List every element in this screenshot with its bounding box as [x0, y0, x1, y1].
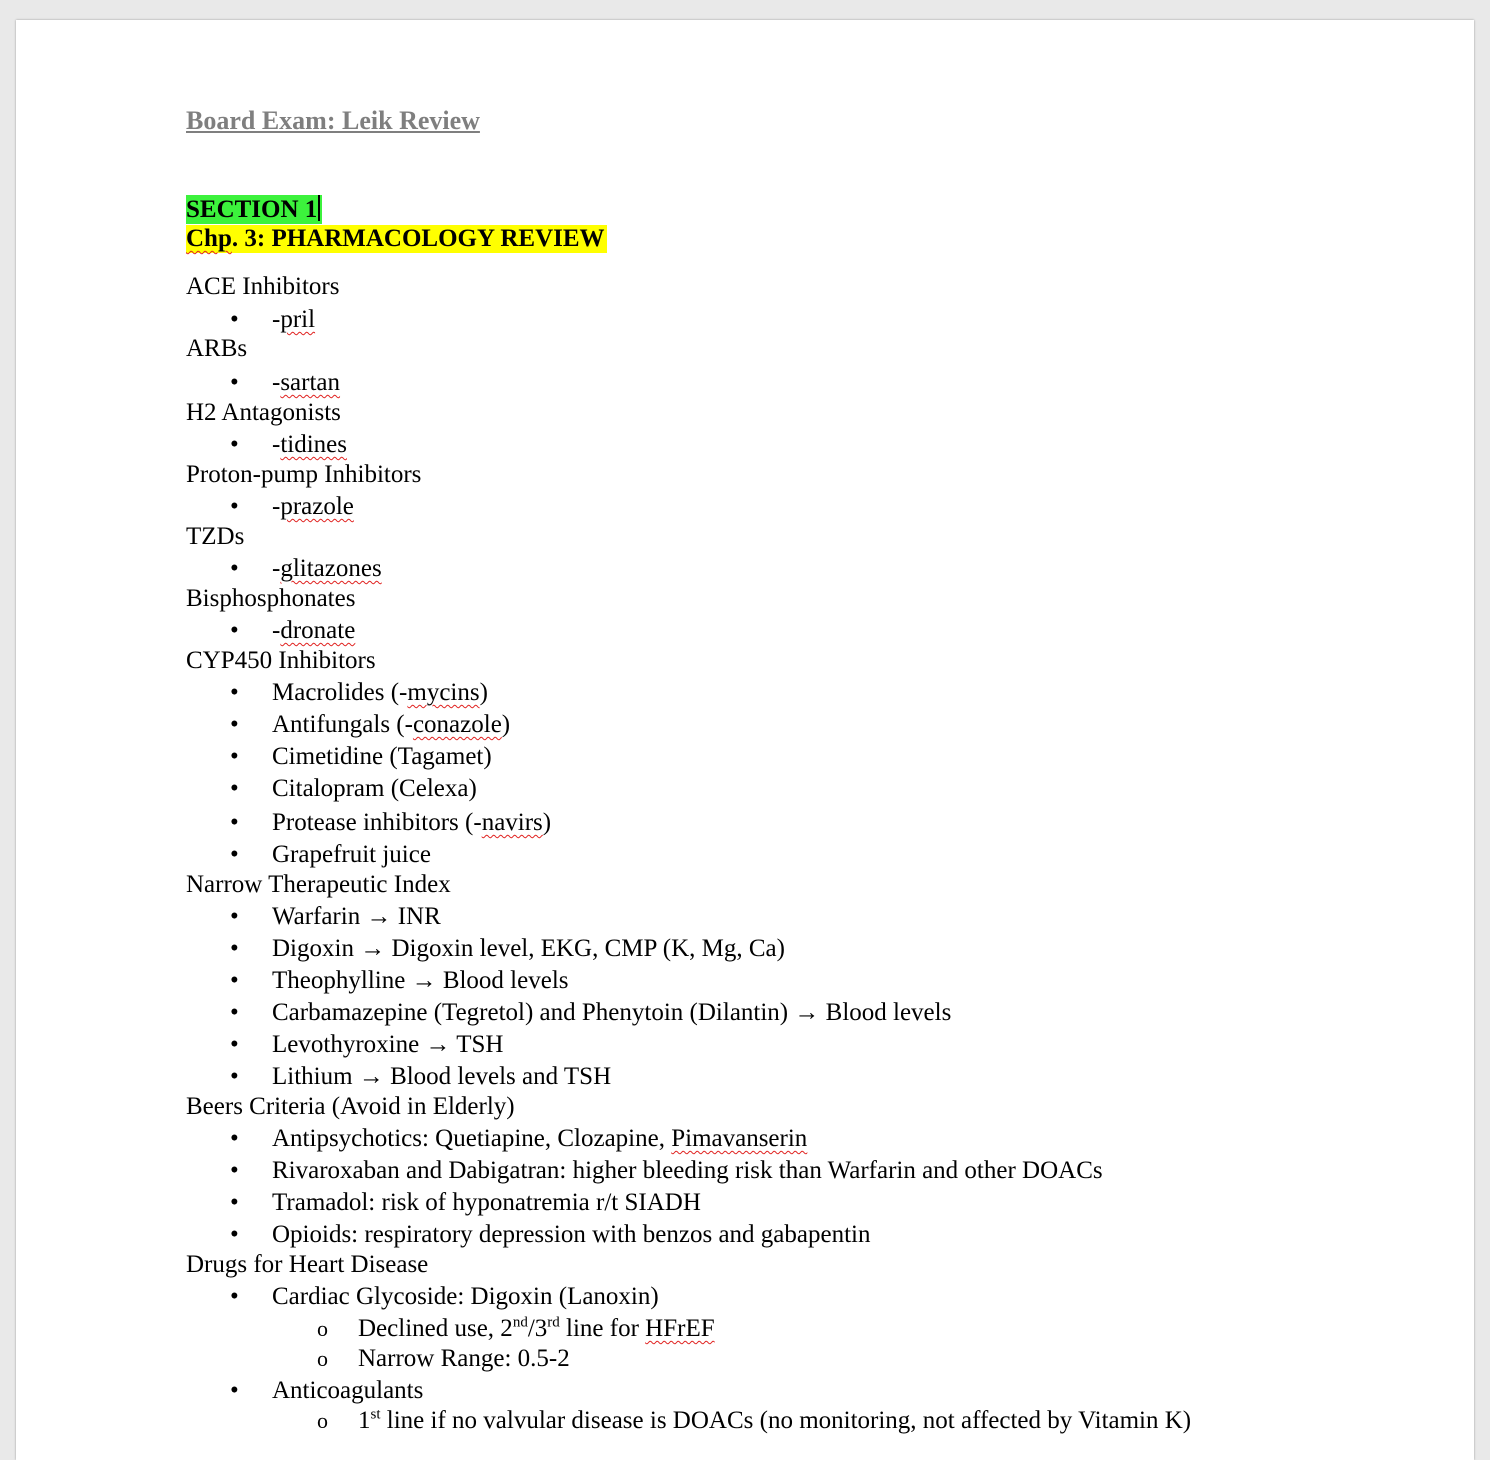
sub-list-item: Declined use, 2nd/3rd line for HFrEF [358, 1314, 715, 1342]
bullet-icon: • [230, 1125, 239, 1152]
list-item: Anticoagulants [272, 1377, 424, 1404]
bullet-icon: • [230, 679, 239, 706]
list-item: -tidines [272, 431, 347, 458]
list-item: Protease inhibitors (-navirs) [272, 809, 552, 836]
list-item: Grapefruit juice [272, 841, 431, 868]
bullet-icon: • [230, 809, 239, 836]
list-item: -prazole [272, 493, 354, 520]
sub-bullet-icon: o [317, 1346, 328, 1371]
bullet-icon: • [230, 743, 239, 770]
list-item: Digoxin → Digoxin level, EKG, CMP (K, Mg, Ca) [272, 935, 785, 962]
arrow-icon: → [794, 999, 820, 1026]
bullet-icon: • [230, 999, 239, 1026]
heading-beers-criteria: Beers Criteria (Avoid in Elderly) [186, 1093, 515, 1120]
bullet-icon: • [230, 1221, 239, 1248]
bullet-icon: • [230, 1377, 239, 1404]
section-label: SECTION 1 [186, 196, 318, 223]
sub-bullet-icon: o [317, 1316, 328, 1341]
bullet-icon: • [230, 1189, 239, 1216]
bullet-icon: • [230, 903, 239, 930]
bullet-icon: • [230, 555, 239, 582]
list-item: Cardiac Glycoside: Digoxin (Lanoxin) [272, 1283, 659, 1310]
arrow-icon: → [358, 1063, 384, 1090]
list-item: Antifungals (-conazole) [272, 711, 511, 738]
bullet-icon: • [230, 1031, 239, 1058]
list-item: Citalopram (Celexa) [272, 775, 477, 802]
bullet-icon: • [230, 493, 239, 520]
document-page [16, 20, 1474, 1460]
list-item: Tramadol: risk of hyponatremia r/t SIADH [272, 1189, 701, 1216]
heading-heart-disease: Drugs for Heart Disease [186, 1251, 429, 1278]
bullet-icon: • [230, 1157, 239, 1184]
heading-narrow-therapeutic-index: Narrow Therapeutic Index [186, 871, 451, 898]
arrow-icon: → [366, 903, 392, 930]
sub-list-item: Narrow Range: 0.5-2 [358, 1345, 570, 1372]
chapter-prefix: Chp [186, 225, 232, 252]
list-item: -sartan [272, 369, 341, 396]
sub-bullet-icon: o [317, 1408, 328, 1433]
chapter-title: . 3: PHARMACOLOGY REVIEW [231, 225, 605, 252]
document-title: Board Exam: Leik Review [186, 106, 480, 135]
bullet-icon: • [230, 431, 239, 458]
list-item: Opioids: respiratory depression with benzos and gabapentin [272, 1221, 871, 1248]
bullet-icon: • [230, 967, 239, 994]
heading-tzds: TZDs [186, 523, 245, 550]
bullet-icon: • [230, 775, 239, 802]
list-item: -dronate [272, 617, 356, 644]
heading-ppi: Proton-pump Inhibitors [186, 461, 422, 488]
bullet-icon: • [230, 1283, 239, 1310]
list-item: -glitazones [272, 555, 382, 582]
bullet-icon: • [230, 369, 239, 396]
text-cursor [318, 195, 320, 221]
list-item: Carbamazepine (Tegretol) and Phenytoin (Dilantin) → Blood levels [272, 999, 952, 1026]
arrow-icon: → [411, 967, 437, 994]
heading-h2: H2 Antagonists [186, 399, 341, 426]
bullet-icon: • [230, 306, 239, 333]
list-item: Warfarin → INR [272, 903, 441, 930]
list-item: Cimetidine (Tagamet) [272, 743, 492, 770]
arrow-icon: → [360, 935, 386, 962]
bullet-icon: • [230, 711, 239, 738]
sub-list-item: 1st line if no valvular disease is DOACs (no monitoring, not affected by Vitamin K) [358, 1406, 1192, 1434]
arrow-icon: → [425, 1031, 451, 1058]
heading-arbs: ARBs [186, 335, 248, 362]
heading-cyp450: CYP450 Inhibitors [186, 647, 376, 674]
list-item: -pril [272, 306, 316, 333]
section-heading [186, 195, 322, 224]
bullet-icon: • [230, 935, 239, 962]
chapter-heading [186, 225, 607, 253]
list-item: Macrolides (-mycins) [272, 679, 488, 706]
bullet-icon: • [230, 617, 239, 644]
bullet-icon: • [230, 1063, 239, 1090]
list-item: Antipsychotics: Quetiapine, Clozapine, Pimavanserin [272, 1125, 808, 1152]
heading-ace: ACE Inhibitors [186, 273, 340, 300]
list-item: Levothyroxine → TSH [272, 1031, 504, 1058]
list-item: Lithium → Blood levels and TSH [272, 1063, 612, 1090]
bullet-icon: • [230, 841, 239, 868]
heading-bisphosphonates: Bisphosphonates [186, 585, 356, 612]
list-item: Theophylline → Blood levels [272, 967, 569, 994]
list-item: Rivaroxaban and Dabigatran: higher bleeding risk than Warfarin and other DOACs [272, 1157, 1103, 1184]
